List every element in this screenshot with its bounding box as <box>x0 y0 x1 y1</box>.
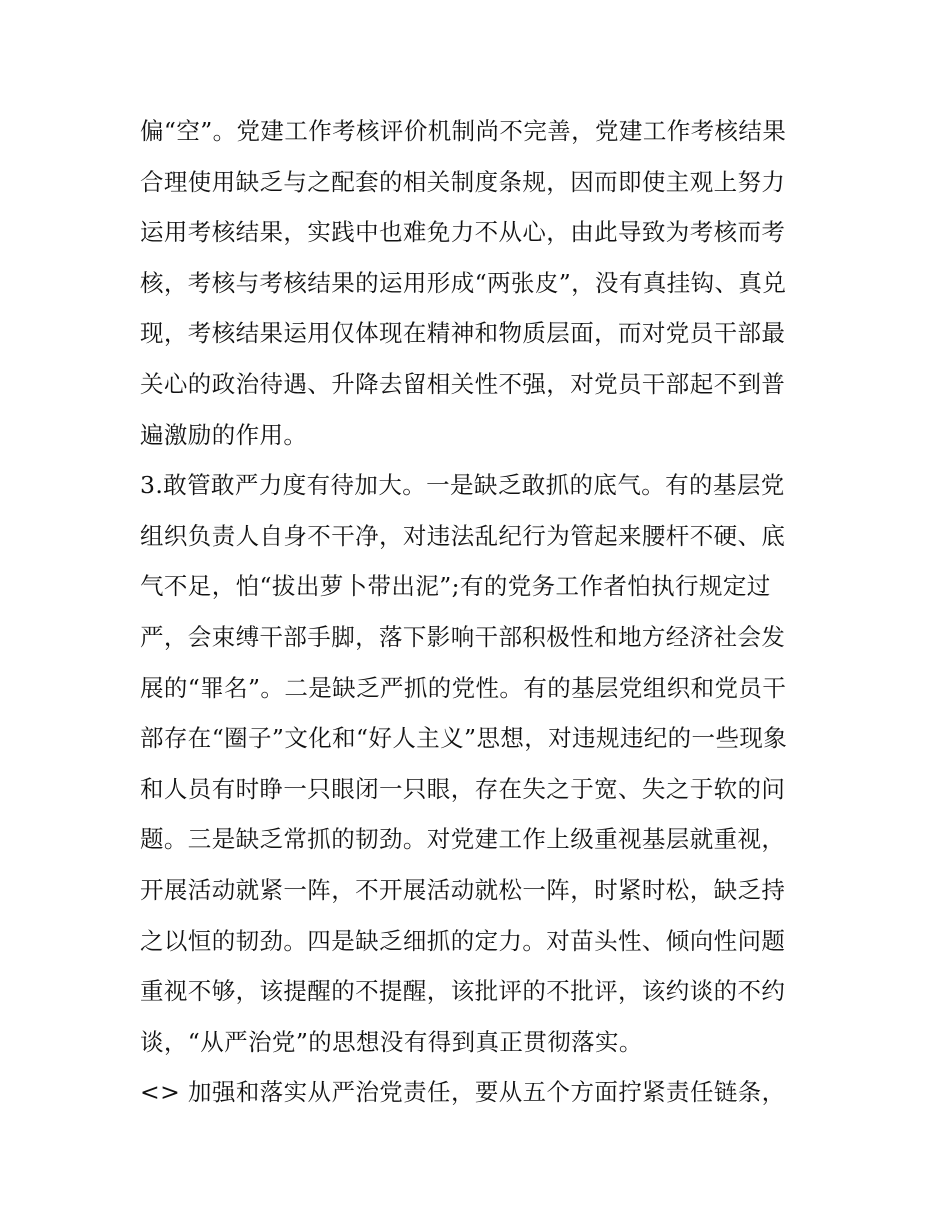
text-line: 遍激励的作用。 <box>140 420 308 449</box>
text-line: 之以恒的韧劲。四是缺乏细抓的定力。对苗头性、倾向性问题 <box>140 926 786 955</box>
text-line: 展的“罪名”。二是缺乏严抓的党性。有的基层党组织和党员干 <box>140 673 787 702</box>
text-line: 组织负责人自身不干净，对违法乱纪行为管起来腰杆不硬、底 <box>140 521 786 550</box>
document-body <box>140 106 820 1118</box>
text-line: 和人员有时睁一只眼闭一只眼，存在失之于宽、失之于软的问 <box>140 774 786 803</box>
paragraph-assessment <box>140 106 820 460</box>
text-line: 开展活动就紧一阵，不开展活动就松一阵，时紧时松，缺乏持 <box>140 875 786 904</box>
text-line: 部存在“圈子”文化和“好人主义”思想，对违规违纪的一些现象 <box>140 724 788 753</box>
text-line: 气不足，怕“拔出萝卜带出泥”;有的党务工作者怕执行规定过 <box>140 572 771 601</box>
text-line: 谈，“从严治党”的思想没有得到真正贯彻落实。 <box>140 1027 643 1056</box>
text-line: 现，考核结果运用仅体现在精神和物质层面，而对党员干部最 <box>140 319 786 348</box>
text-line: 严，会束缚干部手脚，落下影响干部积极性和地方经济社会发 <box>140 622 786 651</box>
text-line: 核，考核与考核结果的运用形成“两张皮”，没有真挂钩、真兑 <box>140 268 787 297</box>
text-line: 合理使用缺乏与之配套的相关制度条规，因而即使主观上努力 <box>140 167 786 196</box>
paragraph-responsibility <box>140 1067 820 1118</box>
text-line: 重视不够，该提醒的不提醒，该批评的不批评，该约谈的不约 <box>140 977 786 1006</box>
text-line: 偏“空”。党建工作考核评价机制尚不完善，党建工作考核结果 <box>140 117 787 145</box>
text-line: 运用考核结果，实践中也难免力不从心，由此导致为考核而考 <box>140 218 786 247</box>
text-line: 题。三是缺乏常抓的韧劲。对党建工作上级重视基层就重视， <box>140 825 786 854</box>
text-line: <> 加强和落实从严治党责任，要从五个方面拧紧责任链条， <box>140 1078 786 1107</box>
text-line: 关心的政治待遇、升降去留相关性不强，对党员干部起不到普 <box>140 369 786 398</box>
paragraph-enforcement <box>140 460 820 1067</box>
text-line: 3.敢管敢严力度有待加大。一是缺乏敢抓的底气。有的基层党 <box>140 471 785 500</box>
